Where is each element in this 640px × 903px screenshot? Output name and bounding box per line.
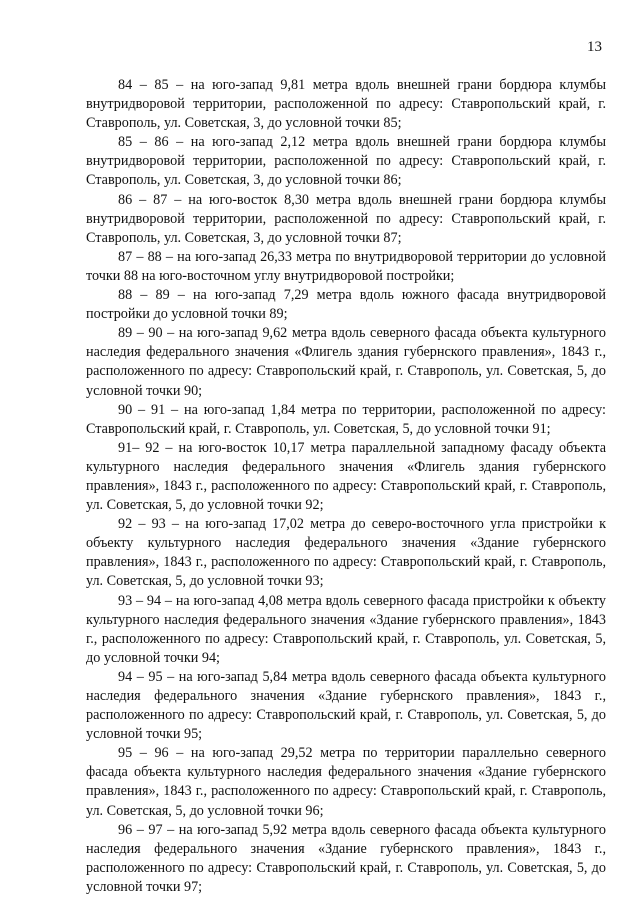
paragraph: 91– 92 – на юго-восток 10,17 метра параллельной западному фасаду объекта культурного наследия федерального значения «Флигель здания губернского правления», 1843 г., расположенного по адресу: Ставропольский край, г. Ставрополь, ул. Советская, 5, до условной точки 92; [86, 439, 606, 514]
paragraph: 92 – 93 – на юго-запад 17,02 метра до северо-восточного угла пристройки к объекту культурного наследия федерального значения «Здание губернского правления», 1843 г., расположенного по адресу: Ставропольский край, г. Ставрополь, ул. Советская, 5, до условной точки 93; [86, 516, 606, 590]
paragraph: 86 – 87 – на юго-восток 8,30 метра вдоль внешней грани бордюра клумбы внутридворовой территории, расположенной по адресу: Ставропольский край, г. Ставрополь, ул. Советская, 3, до условной точки 87; [86, 191, 606, 246]
paragraph: 90 – 91 – на юго-запад 1,84 метра по территории, расположенной по адресу: Ставропольский край, г. Ставрополь, ул. Советская, 5, до условной точки 91; [86, 401, 606, 437]
paragraph: 94 – 95 – на юго-запад 5,84 метра вдоль северного фасада объекта культурного наследия федерального значения «Здание губернского правления», 1843 г., расположенного по адресу: Ставропольский край, г. Ставрополь, ул. Советская, 5, до условной точки 95; [86, 668, 606, 743]
paragraph: 89 – 90 – на юго-запад 9,62 метра вдоль северного фасада объекта культурного наследия федерального значения «Флигель здания губернского правления», 1843 г., расположенного по адресу: Ставропольский край, г. Ставрополь, ул. Советская, 5, до условной точки 90; [86, 325, 606, 399]
page-number: 13 [587, 39, 602, 55]
paragraph: 96 – 97 – на юго-запад 5,92 метра вдоль северного фасада объекта культурного наследия федерального значения «Здание губернского правления», 1843 г., расположенного по адресу: Ставропольский край, г. Ставрополь, ул. Советская, 5, до условной точки 97; [86, 821, 606, 895]
paragraph: 95 – 96 – на юго-запад 29,52 метра по территории параллельно северного фасада объекта культурного наследия федерального значения «Здание губернского правления», 1843 г., расположенного по адресу: Ставропольский край, г. Ставрополь, ул. Советская, 5, до условной точки 96; [86, 745, 606, 819]
paragraph: 93 – 94 – на юго-запад 4,08 метра вдоль северного фасада пристройки к объекту культурного наследия федерального значения «Здание губернского правления», 1843 г., расположенного по адресу: Ставропольский край, г. Ставрополь, ул. Советская, 5, до условной точки 94; [86, 592, 606, 666]
paragraph: 85 – 86 – на юго-запад 2,12 метра вдоль внешней грани бордюра клумбы внутридворовой территории, расположенной по адресу: Ставропольский край, г. Ставрополь, ул. Советская, 3, до условной точки 86; [86, 134, 606, 189]
paragraph: 88 – 89 – на юго-запад 7,29 метра вдоль южного фасада внутридворовой постройки до условной точки 89; [86, 287, 606, 323]
document-body [86, 76, 606, 897]
paragraph: 84 – 85 – на юго-запад 9,81 метра вдоль внешней грани бордюра клумбы внутридворовой территории, расположенной по адресу: Ставропольский край, г. Ставрополь, ул. Советская, 3, до условной точки 85; [86, 77, 606, 132]
paragraph: 87 – 88 – на юго-запад 26,33 метра по внутридворовой территории до условной точки 88 на юго-восточном углу внутридворовой постройки; [86, 248, 606, 284]
